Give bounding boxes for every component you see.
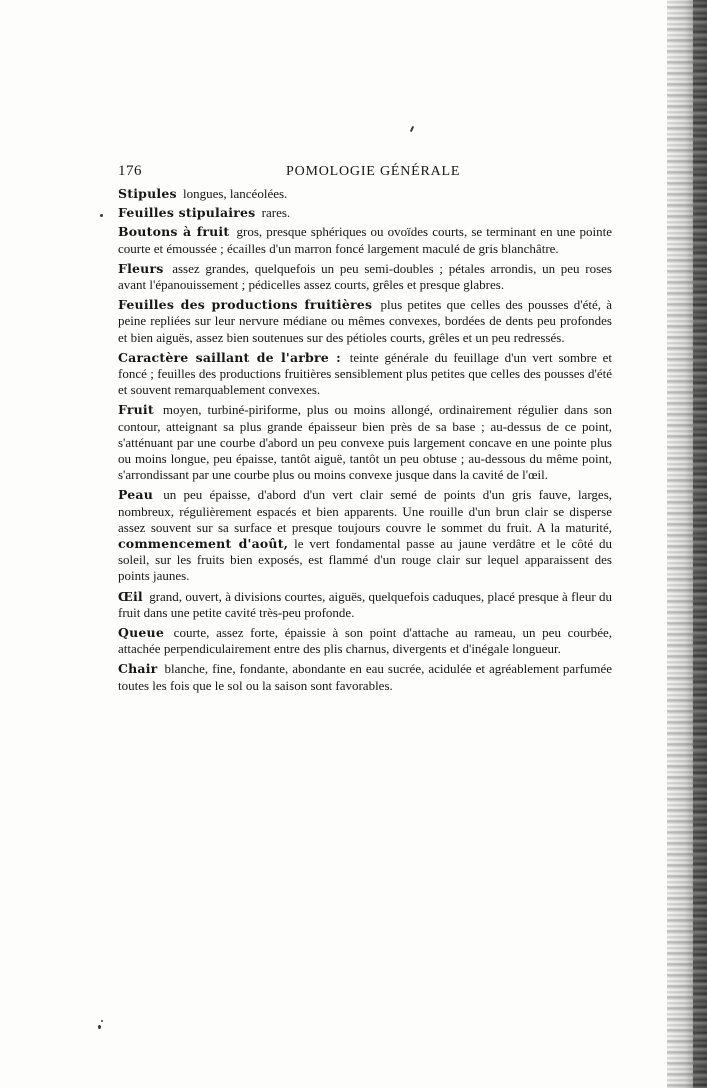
entry-text: grand, ouvert, à divisions courtes, aiguës, quelquefois caduques, placé presque à fleur du fruit dans une petite cavité très-peu profonde. (118, 588, 613, 620)
ink-speck (101, 1020, 103, 1022)
entry-text: courte, assez forte, épaissie à son point d'attache au rameau, un peu courbée, attachée perpendiculairement entre des plis charnus, divergents et d'inégale longueur. (118, 625, 613, 657)
entry-term: Caractère saillant de l'arbre : (118, 349, 341, 365)
ink-speck (410, 126, 414, 132)
entry-term: Peau (118, 487, 154, 503)
entry-term: Œil (118, 588, 143, 604)
entry-term: Fruit (118, 402, 154, 418)
entry-term: Feuilles stipulaires (118, 205, 256, 221)
entry-peau (118, 487, 612, 584)
page-body (118, 186, 612, 698)
entry-term: Fleurs (118, 260, 164, 276)
entry-text: longues, lancéolées. (182, 186, 288, 201)
ink-speck (100, 214, 103, 217)
entry-text: plus petites que celles des pousses d'été, à peine repliées sur leur nervure médiane ou mêmes convexes, bordées de dents peu profondes et bien aiguës, assez bien soutenues sur des pétioles courts, grêles et un peu redressés. (118, 297, 612, 345)
entry-caractere-saillant (118, 350, 612, 399)
page-header (118, 163, 614, 185)
entry-chair (118, 661, 612, 693)
entry-feuilles-productions (118, 297, 612, 346)
entry-term: Stipules (118, 186, 177, 201)
entry-boutons-a-fruit (118, 224, 612, 256)
entry-queue (118, 625, 612, 657)
entry-text-after: le vert fondamental passe au jaune verdâtre et le côté du soleil, sur les fruits bien exposés, est flammé d'un rouge clair sur lequel apparaissent des points jaunes. (118, 536, 612, 584)
entry-term: Boutons à fruit (118, 224, 230, 240)
entry-text: gros, presque sphériques ou ovoïdes courts, se terminant en une pointe courte et émoussée ; écailles d'un marron foncé largement maculé de gris blanchâtre. (118, 224, 613, 256)
entry-fleurs (118, 261, 612, 293)
entry-feuilles-stipulaires (118, 205, 612, 221)
entry-text: assez grandes, quelquefois un peu semi-doubles ; pétales arrondis, un peu roses avant l'épanouissement ; pédicelles assez courts, grêles et presque glabres. (118, 260, 612, 293)
running-title: POMOLOGIE GÉNÉRALE (286, 164, 461, 179)
entry-oeil (118, 589, 612, 621)
entry-fruit (118, 402, 612, 483)
ink-speck (98, 1025, 101, 1029)
entry-text-before: un peu épaisse, d'abord d'un vert clair semé de points d'un gris fauve, larges, nombreux, régulièrement espacés et bien apparents. Une rouille d'un brun clair se disperse assez souvent sur sa surface et presque toujours couvre le sommet du fruit. A la maturité, (118, 487, 613, 535)
page-number: 176 (118, 163, 142, 179)
entry-text: blanche, fine, fondante, abondante en eau sucrée, acidulée et agréablement parfumée toutes les fois que le sol ou la saison sont favorables. (118, 661, 613, 693)
entry-text: rares. (261, 205, 291, 221)
page-edge-binding (693, 0, 707, 1088)
entry-stipules (118, 186, 612, 202)
entry-term: Queue (118, 625, 164, 641)
entry-text: moyen, turbiné-piriforme, plus ou moins allongé, ordinairement régulier dans son contour, atteignant sa plus grande épaisseur bien près de sa base ; au-dessus de ce point, s'atténuant par une courbe d'abord un peu convexe puis largement concave en une pointe plus ou moins longue, peu épaisse, tantôt aiguë, tantôt un peu obtuse ; au-dessous du même point, s'arrondissant par une courbe plus ou moins convexe jusque dans la cavité de l'œil. (118, 402, 612, 483)
entry-emphasis: commencement d'août, (118, 536, 289, 552)
entry-term: Feuilles des productions fruitières (118, 297, 373, 313)
entry-term: Chair (118, 661, 158, 677)
entry-text: teinte générale du feuillage d'un vert sombre et foncé ; feuilles des productions fruitières sensiblement plus petites que celles des pousses d'été et souvent remarquablement convexes. (118, 349, 612, 398)
